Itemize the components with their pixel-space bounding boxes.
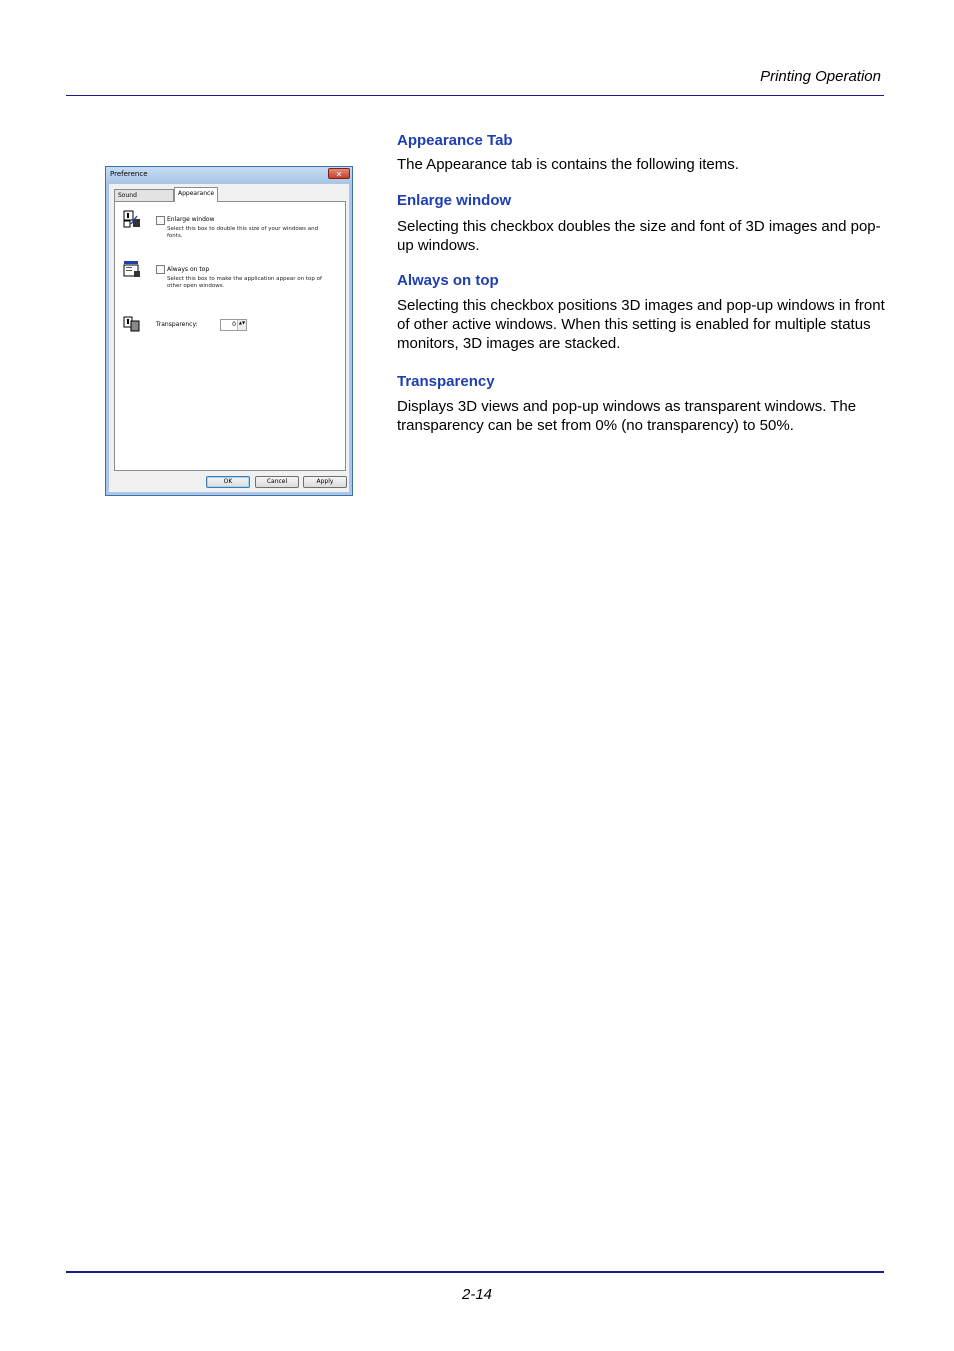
transparency-text: Displays 3D views and pop-up windows as transparent windows. The transparency can be set from 0% (no transparency) to 50%.	[397, 398, 857, 434]
appearance-tab-heading: Appearance Tab	[397, 132, 513, 149]
cancel-button[interactable]: Cancel	[255, 476, 299, 488]
appearance-tab-text: The Appearance tab is contains the following items.	[397, 156, 739, 173]
always-on-top-icon	[123, 260, 141, 278]
always-on-top-checkbox[interactable]	[156, 265, 165, 274]
content-column	[397, 132, 885, 435]
always-on-top-label: Always on top	[167, 266, 210, 273]
dialog-titlebar	[106, 167, 352, 183]
enlarge-window-label: Enlarge window	[167, 216, 215, 223]
apply-button[interactable]: Apply	[303, 476, 347, 488]
transparency-icon	[123, 315, 141, 333]
close-icon[interactable]: ✕	[328, 168, 350, 179]
transparency-value: 0	[232, 321, 236, 328]
transparency-heading: Transparency	[397, 373, 495, 390]
preference-dialog	[105, 166, 353, 496]
enlarge-window-description: Select this box to double this size of your windows and fonts.	[167, 226, 319, 239]
page-number: 2-14	[461, 1286, 493, 1303]
footer-rule	[66, 1271, 884, 1273]
always-on-top-description: Select this box to make the application appear on top of other open windows.	[167, 276, 322, 289]
tab-appearance[interactable]: Appearance	[174, 187, 218, 202]
tab-sound-notification[interactable]: Sound	[114, 189, 174, 201]
always-on-top-heading: Always on top	[397, 272, 499, 289]
dialog-title: Preference	[110, 170, 148, 178]
dialog-body	[109, 184, 349, 492]
ok-button[interactable]: OK	[206, 476, 250, 488]
enlarge-window-heading: Enlarge window	[397, 192, 512, 209]
transparency-stepper[interactable]	[220, 319, 247, 331]
header-rule	[66, 95, 884, 96]
always-on-top-text: Selecting this checkbox positions 3D images and pop-up windows in front of other active windows. When this setting is enabled for multiple status monitors, 3D images are stacked.	[397, 297, 885, 352]
enlarge-window-icon	[123, 210, 141, 228]
transparency-label: Transparency:	[156, 321, 198, 328]
spin-arrows-icon[interactable]: ▲▼	[237, 320, 246, 330]
enlarge-window-checkbox[interactable]	[156, 216, 165, 225]
running-header: Printing Operation	[760, 68, 881, 85]
appearance-panel	[114, 201, 346, 471]
enlarge-window-text: Selecting this checkbox doubles the size and font of 3D images and pop-up windows.	[397, 218, 881, 254]
